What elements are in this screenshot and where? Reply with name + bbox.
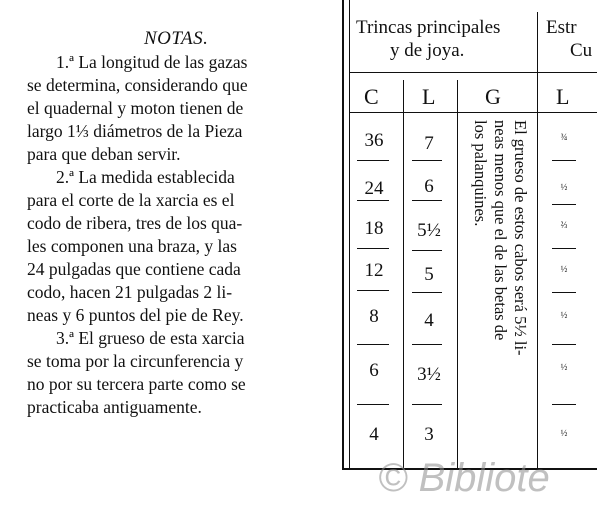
group-header-line-3: Estr [546, 17, 577, 38]
notes-line: no por su tercera parte como se [27, 374, 246, 394]
row-divider [552, 248, 576, 249]
notes-line: para el corte de la xarcia es el [27, 190, 235, 210]
cell-l2: ½ [560, 182, 568, 192]
cell-c: 36 [364, 130, 384, 151]
header-rule-top [350, 72, 597, 73]
cell-c: 6 [369, 360, 379, 381]
notes-line: codo de ribera, tres de los qua- [27, 213, 243, 233]
cell-l2: ½ [560, 362, 568, 372]
notes-line: 24 pulgadas que contiene cada [27, 259, 241, 279]
row-divider [412, 160, 442, 161]
row-divider [412, 344, 442, 345]
cell-c: 8 [369, 306, 379, 327]
notes-line: 1.ª La longitud de las gazas [56, 52, 248, 72]
group-header-line-1: Trincas principales [356, 17, 501, 38]
row-divider [552, 344, 576, 345]
notes-line: practicaba antiguamente. [27, 397, 202, 417]
row-divider [412, 200, 442, 201]
g-column-note-line-1: El grueso de estos cabos será 5½ li- [511, 120, 530, 356]
table-left-border-inner [349, 0, 350, 468]
rigging-table [330, 0, 597, 510]
column-header-g: G [485, 84, 501, 109]
cell-l: 5½ [417, 220, 441, 241]
notes-line: neas y 6 puntos del pie de Rey. [27, 305, 244, 325]
watermark: © Bibliote [378, 456, 550, 500]
cell-l2: ⅔ [560, 220, 568, 230]
cell-l: 3½ [417, 364, 441, 385]
column-header-c: C [364, 84, 379, 109]
cell-l: 4 [424, 310, 434, 331]
cell-c: 24 [364, 178, 384, 199]
row-divider [357, 404, 389, 405]
g-column-note-line-2: neas menos que el de las betas de [491, 120, 510, 341]
notes-line: largo 1⅓ diámetros de la Pieza [27, 121, 243, 141]
group-header-line-4: Cu [570, 40, 593, 61]
row-divider [552, 404, 576, 405]
notes-title: NOTAS. [144, 28, 209, 49]
row-divider [412, 250, 442, 251]
notes-line: el quadernal y moton tienen de [27, 98, 244, 118]
cell-c: 12 [364, 260, 384, 281]
cell-l2: ½ [560, 310, 568, 320]
notes-line: se determina, considerando que [27, 75, 248, 95]
row-divider [552, 160, 576, 161]
cell-c: 18 [364, 218, 384, 239]
cell-l: 6 [424, 176, 434, 197]
notes-line: 3.ª El grueso de esta xarcia [56, 328, 245, 348]
row-divider [552, 204, 576, 205]
cell-l2: ½ [560, 428, 568, 438]
header-rule-bottom [350, 112, 597, 113]
notes-line: codo, hacen 21 pulgadas 2 li- [27, 282, 233, 302]
column-divider-c-l [403, 80, 404, 468]
row-divider [412, 292, 442, 293]
row-divider [412, 404, 442, 405]
column-header-l: L [422, 84, 436, 109]
group-divider [537, 12, 538, 468]
notes-line: 2.ª La medida establecida [56, 167, 235, 187]
cell-c: 4 [369, 424, 379, 445]
cell-l2: ½ [560, 264, 568, 274]
notes-line: les componen una braza, y las [27, 236, 237, 256]
table-left-border [342, 0, 344, 468]
g-column-note-line-3: los palanquines. [471, 120, 490, 227]
row-divider [357, 200, 389, 201]
cell-l: 5 [424, 264, 434, 285]
row-divider [357, 160, 389, 161]
cell-l: 7 [424, 133, 434, 154]
cell-l2: ¾ [560, 132, 568, 142]
row-divider [357, 344, 389, 345]
column-header-l2: L [556, 84, 570, 109]
row-divider [552, 292, 576, 293]
group-header-line-2: y de joya. [390, 40, 465, 61]
column-divider-l-g [457, 80, 458, 468]
row-divider [357, 290, 389, 291]
notes-line: se toma por la circunferencia y [27, 351, 244, 371]
notes-line: para que deban servir. [27, 144, 181, 164]
cell-l: 3 [424, 424, 434, 445]
row-divider [357, 248, 389, 249]
